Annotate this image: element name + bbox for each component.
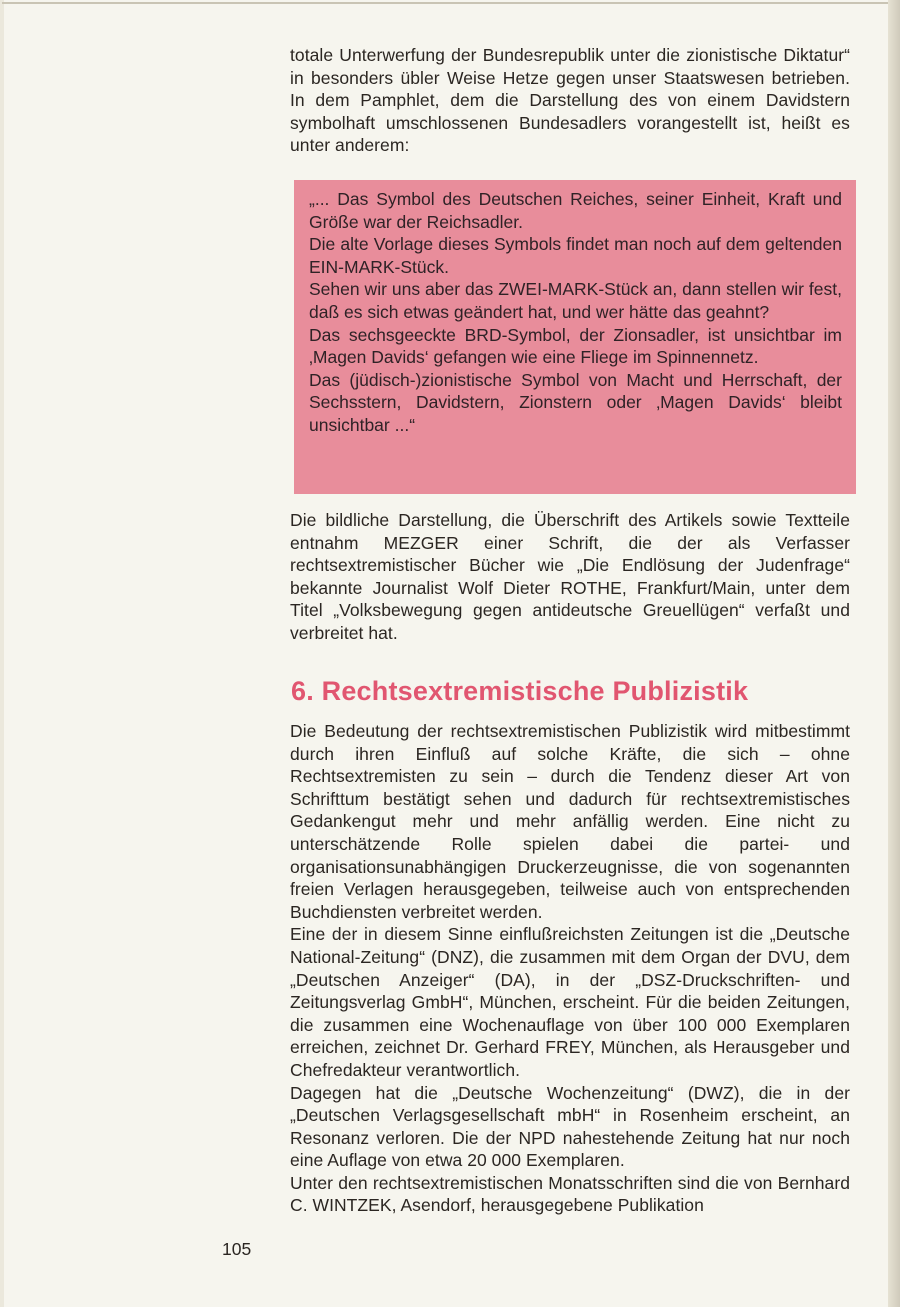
body-paragraph: Die Bedeutung der rechtsextremistischen Publizistik wird mitbestimmt durch ihren Einfluß auf solche Kräfte, die sich – ohne Rechtsextremisten zu sein – durch die Tendenz dieser Art von Schrifttum bestätigt sehen und dadurch für rechtsextremistisches Gedankengut mehr und mehr anfällig werden. Eine nicht zu unterschätzende Rolle spielen dabei die partei- und organisationsunabhängigen Druckerzeugnisse, die von sogenannten freien Verlagen herausgegeben, teilweise auch von entsprechenden Buchdiensten verbreitet werden. — [290, 721, 850, 922]
intro-paragraph: totale Unterwerfung der Bundesrepublik unter die zionistische Diktatur“ in besonders übler Weise Hetze gegen unser Staatswesen betrieben. In dem Pamphlet, dem die Darstellung des von einem Davidstern symbolhaft umschlossenen Bundesadlers vorangestellt ist, heißt es unter anderem: — [290, 45, 850, 156]
after-quote-block — [290, 509, 850, 645]
book-spine-shadow — [888, 0, 900, 1307]
quote-line: Sehen wir uns aber das ZWEI-MARK-Stück an, dann stellen wir fest, daß es sich etwas geändert hat, und wer hätte das geahnt? — [309, 279, 842, 322]
intro-paragraph-block — [290, 44, 850, 157]
quote-line: Das sechsgeeckte BRD-Symbol, der Zionsadler, ist unsichtbar im ‚Magen Davids‘ gefangen wie eine Fliege im Spinnennetz. — [309, 324, 842, 368]
top-rule — [2, 2, 892, 4]
body-paragraph: Dagegen hat die „Deutsche Wochenzeitung“ (DWZ), die in der „Deutschen Verlagsgesellschaft mbH“ in Rosenheim erscheint, an Resonanz verloren. Die der NPD nahestehende Zeitung hat nur noch eine Auflage von etwa 20 000 Exemplaren. — [290, 1082, 850, 1171]
quote-line: Das (jüdisch-)zionistische Symbol von Macht und Herrschaft, der Sechsstern, Davidstern, Zionstern oder ‚Magen Davids‘ bleibt unsichtbar ...“ — [309, 369, 842, 435]
quote-box — [294, 180, 856, 494]
section-heading: 6. Rechtsextremistische Publizistik — [291, 676, 749, 706]
body-paragraph: Eine der in diesem Sinne einflußreichsten Zeitungen ist die „Deutsche National-Zeitung“ (DNZ), die zusammen mit dem Organ der DVU, dem „Deutschen Anzeiger“ (DA), in der „DSZ-Druckschriften- und Zeitungsverlag GmbH“, München, erscheint. Für die beiden Zeitungen, die zusammen eine Wochenauflage von über 100 000 Exemplaren erreichen, zeichnet Dr. Gerhard FREY, München, als Herausgeber und Chefredakteur verantwortlich. — [290, 924, 850, 1080]
body-paragraph: Unter den rechtsextremistischen Monatsschriften sind die von Bernhard C. WINTZEK, Asendorf, herausgegebene Publikation — [290, 1172, 850, 1216]
quote-line: „... Das Symbol des Deutschen Reiches, seiner Einheit, Kraft und Größe war der Reichsadler. — [309, 189, 842, 232]
page-number: 105 — [222, 1239, 252, 1259]
after-quote-paragraph: Die bildliche Darstellung, die Überschrift des Artikels sowie Textteile entnahm MEZGER einer Schrift, die der als Verfasser rechtsextremistischer Bücher wie „Die Endlösung der Judenfrage“ bekannte Journalist Wolf Dieter ROTHE, Frankfurt/Main, unter dem Titel „Volksbewegung gegen antideutsche Greuellügen“ verfaßt und verbreitet hat. — [290, 510, 850, 643]
quote-line: Die alte Vorlage dieses Symbols findet man noch auf dem geltenden EIN-MARK-Stück. — [309, 234, 842, 277]
section-body — [290, 720, 850, 1217]
page-left-edge — [0, 0, 4, 1307]
